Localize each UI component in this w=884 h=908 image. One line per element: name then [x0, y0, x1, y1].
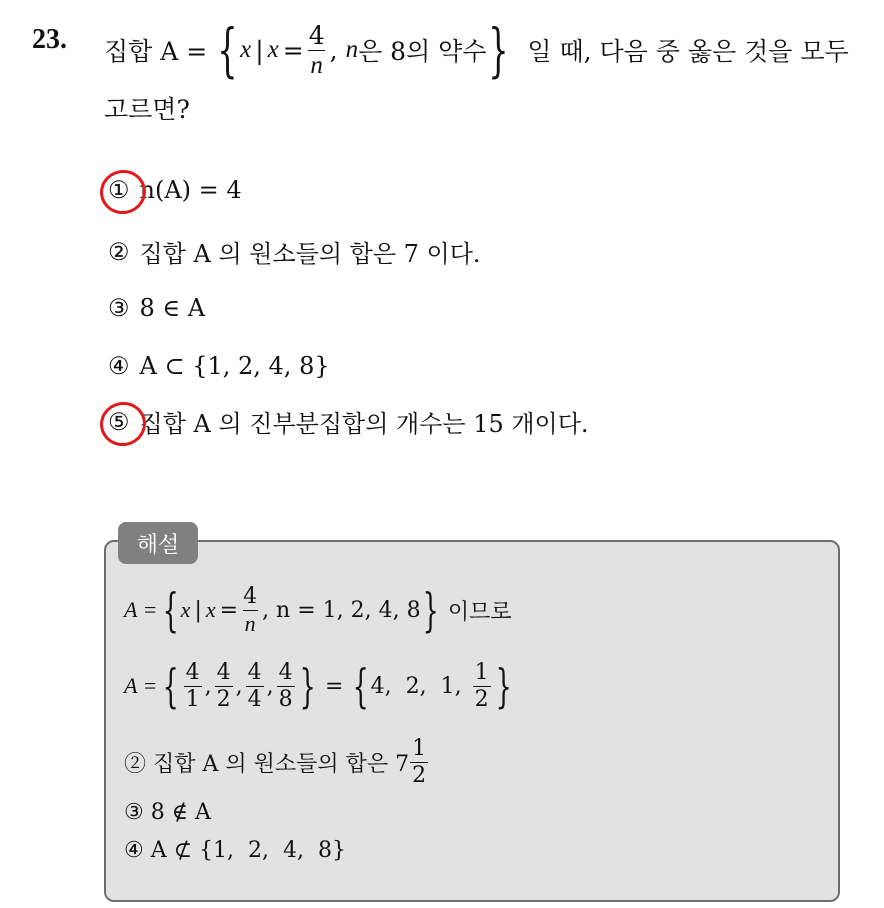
line-text: ② 집합 A 의 원소들의 합은 7	[124, 751, 410, 777]
solution-fraction	[241, 583, 259, 636]
set-var-2: x	[205, 597, 216, 622]
left-brace: {	[162, 659, 180, 713]
right-brace-2: }	[495, 659, 512, 713]
red-circle-mark	[96, 166, 150, 219]
value-list: 4, 2, 1,	[370, 673, 462, 699]
fraction-2: $\frac{4}{2}$	[216, 659, 231, 712]
solution-line-5: ④ A ⊄ {1, 2, 4, 8}	[124, 838, 346, 863]
option-3[interactable]	[108, 294, 205, 322]
stem-fraction	[307, 20, 327, 79]
option-2[interactable]	[108, 234, 481, 269]
option-text: A ⊂ {1, 2, 4, 8}	[139, 352, 330, 380]
stem-suffix: 일 때, 다음 중 옳은 것을 모두	[527, 37, 849, 66]
condition-text: 은 8의 약수	[358, 37, 487, 66]
comma: ,	[329, 35, 338, 65]
right-brace: }	[299, 659, 316, 713]
question-number: 23.	[32, 24, 67, 55]
solution-line-3	[124, 730, 431, 794]
option-mark: ②	[108, 237, 130, 266]
option-text: n(A) = 4	[139, 176, 242, 204]
option-text: 집합 A 의 진부분집합의 개수는 15 개이다.	[139, 410, 589, 438]
set-lhs: A =	[124, 597, 158, 622]
fraction-4: $\frac{4}{8}$	[278, 659, 293, 712]
fraction-3: $\frac{4}{4}$	[247, 659, 262, 712]
condition-var: n	[345, 36, 359, 63]
solution-tag: 해설	[118, 522, 198, 564]
set-var: x	[180, 597, 191, 622]
eq-sign: =	[324, 673, 344, 699]
eq-sign: =	[219, 597, 239, 623]
mixed-fraction	[410, 735, 428, 788]
solution-line-4: ③ 8 ∉ A	[124, 800, 211, 825]
option-1[interactable]	[108, 176, 242, 204]
right-brace: }	[488, 16, 510, 84]
line-suffix: 이므로	[447, 599, 512, 625]
stem-prefix: 집합 A =	[104, 37, 208, 66]
option-mark: ①	[108, 176, 130, 204]
left-brace-2: {	[352, 659, 370, 713]
fraction-half: $\frac{1}{2}$	[474, 659, 489, 712]
set-bar: |	[255, 35, 264, 65]
option-mark: ③	[108, 294, 130, 322]
left-brace: {	[162, 583, 180, 637]
question-stem	[104, 14, 849, 86]
option-4[interactable]	[108, 352, 330, 380]
option-mark: ④	[108, 352, 130, 380]
fraction-numerator: 4	[243, 583, 258, 609]
set-var: x	[240, 36, 252, 63]
option-mark: ⑤	[108, 408, 130, 436]
fraction-denominator: n	[244, 610, 256, 636]
option-text: 8 ∈ A	[139, 294, 206, 322]
fraction-denominator: n	[310, 51, 323, 79]
eq-sign: =	[282, 35, 304, 65]
option-5[interactable]	[108, 404, 589, 439]
set-var-2: x	[267, 36, 279, 63]
solution-line-2: A = { $\frac{4}{1}$ , $\frac{4}{2}$ , $\frac{4}{4}$ , $\frac{4}{8}$ } = { 4, 2, 1, $\frac{1}{2}$ }	[124, 659, 512, 713]
set-lhs: A =	[124, 673, 158, 698]
fraction-denominator: 2	[412, 762, 427, 788]
solution-line-1	[124, 578, 512, 642]
fraction-numerator: 4	[308, 20, 325, 50]
option-text: 집합 A 의 원소들의 합은 7 이다.	[139, 240, 481, 268]
right-brace: }	[422, 583, 439, 637]
left-brace: {	[217, 16, 238, 84]
divisor-list: , n = 1, 2, 4, 8	[262, 597, 421, 623]
fraction-1: $\frac{4}{1}$	[185, 659, 200, 712]
set-bar: |	[194, 597, 202, 623]
question-stem-line2: 고르면?	[104, 95, 190, 124]
fraction-numerator: 1	[412, 735, 427, 761]
